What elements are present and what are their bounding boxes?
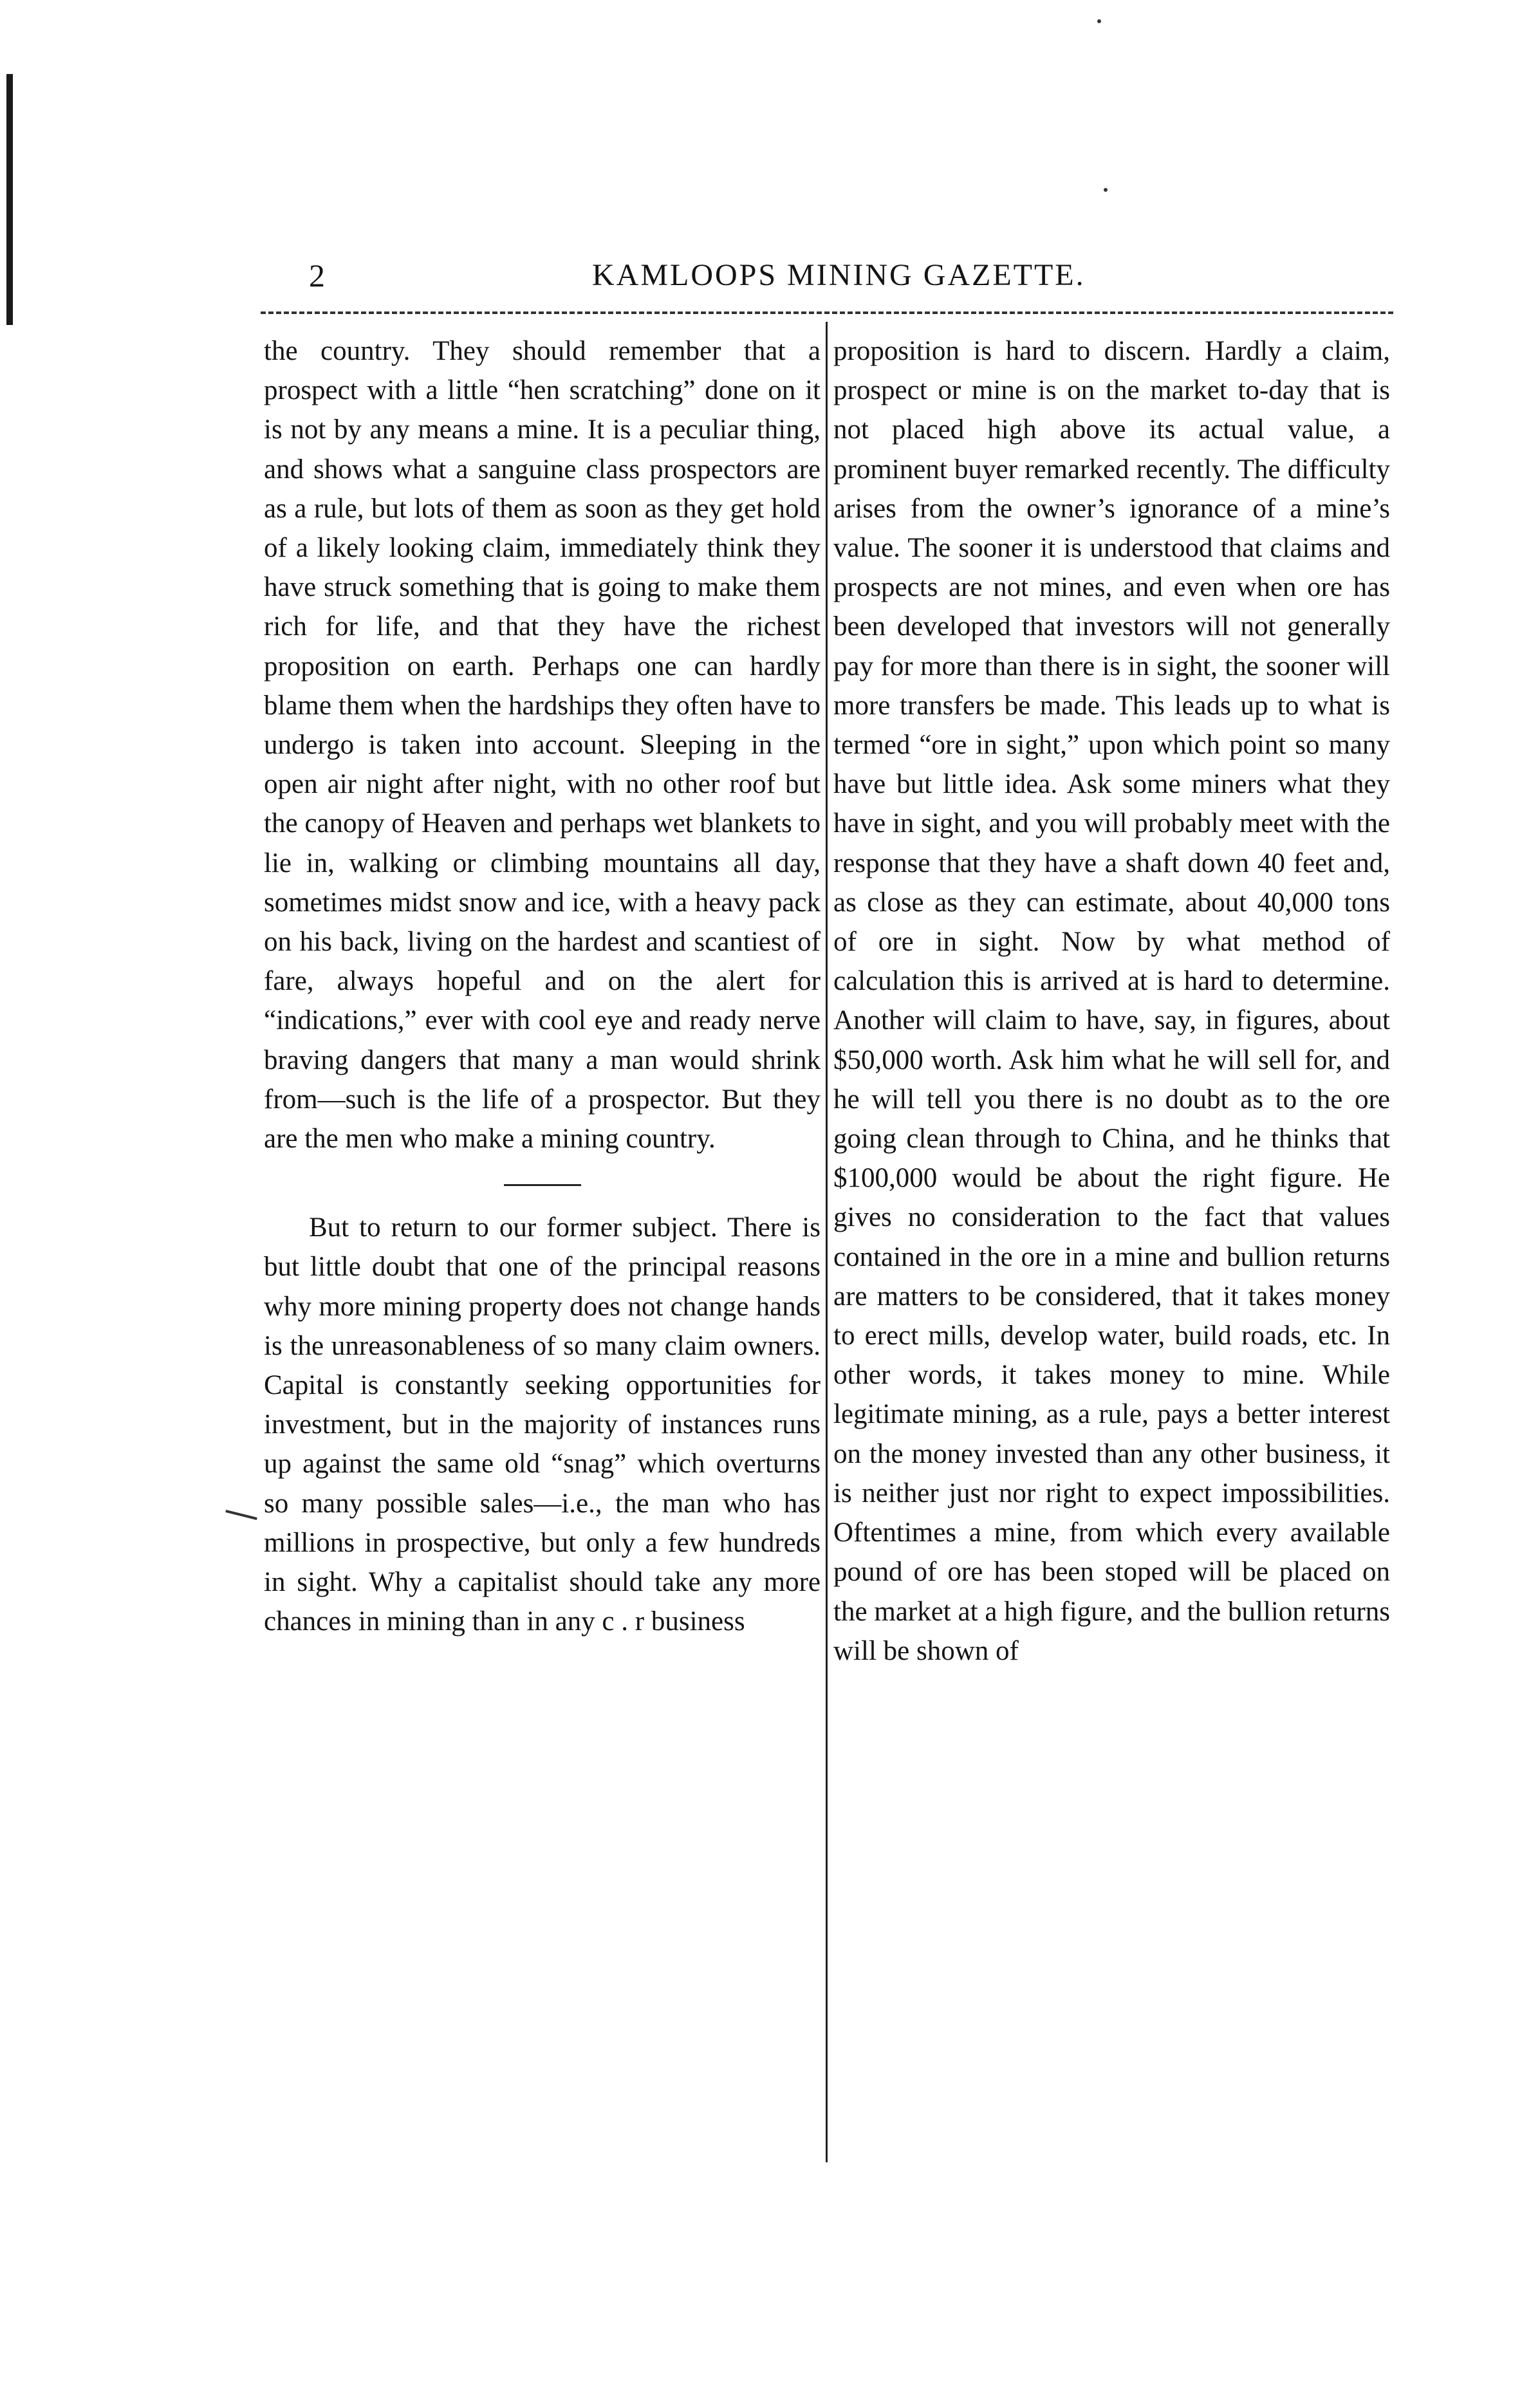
ink-speck (1104, 188, 1108, 192)
ink-speck (1097, 19, 1101, 23)
page-number: 2 (309, 257, 325, 293)
section-divider (504, 1184, 581, 1186)
running-head-title: KAMLOOPS MINING GAZETTE. (592, 258, 1086, 292)
stray-ink-mark (225, 1510, 257, 1520)
left-column (264, 331, 821, 1642)
header-rule (261, 311, 1393, 314)
right-column (833, 331, 1390, 1671)
left-paragraph-1: the country. They should remember that a prospect with a little “hen scratching” done on it is not by any means a mine. It is a peculiar thing, and shows what a sanguine class prospectors are as a rule, but lots of them as soon as they get hold of a likely looking claim, immediately think they have struck something that is going to make them rich for life, and that they have the richest proposition on earth. Perhaps one can hardly blame them when the hardships they often have to undergo is taken into account. Sleeping in the open air night after night, with no other roof but the canopy of Heaven and perhaps wet blankets to lie in, walking or climbing mountains all day, sometimes midst snow and ice, with a heavy pack on his back, living on the hardest and scantiest of fare, always hopeful and on the alert for “indications,” ever with cool eye and ready nerve braving dangers that many a man would shrink from—such is the life of a prospector. But they are the men who make a mining country. (264, 336, 821, 1155)
binding-edge-mark (6, 74, 13, 325)
right-paragraph-1: proposition is hard to discern. Hardly a claim, prospect or mine is on the market to-day that is not placed high above its actual value, a prominent buyer remarked recently. The difficulty arises from the owner’s ignorance of a mine’s value. The sooner it is understood that claims and prospects are not mines, and even when ore has been developed that investors will not generally pay for more than there is in sight, the sooner will more transfers be made. This leads up to what is termed “ore in sight,” upon which point so many have but little idea. Ask some miners what they have in sight, and you will probably meet with the response that they have a shaft down 40 feet and, as close as they can estimate, about 40,000 tons of ore in sight. Now by what method of calculation this is arrived at is hard to determine. Another will claim to have, say, in figures, about $50,000 worth. Ask him what he will sell for, and he will tell you there is no doubt as to the ore going clean through to China, and he thinks that $100,000 would be about the right figure. He gives no consideration to the fact that values contained in the ore in a mine and bullion returns are matters to be considered, that it takes money to erect mills, develop water, build roads, etc. In other words, it takes money to mine. While legitimate mining, as a rule, pays a better interest on the money invested than any other business, it is neither just nor right to expect impossibilities. Oftentimes a mine, from which every available pound of ore has been stoped will be placed on the market at a high figure, and the bullion returns will be shown of (833, 336, 1390, 1666)
column-divider (826, 322, 828, 2162)
left-paragraph-2: But to return to our former subject. There is but little doubt that one of the principal reasons why more mining property does not change hands is the unreasonableness of so many claim owners. Capital is constantly seeking opportunities for investment, but in the majority of instances runs up against the same old “snag” which overturns so many possible sales—i.e., the man who has millions in prospective, but only a few hundreds in sight. Why a capitalist should take any more chances in mining than in any c . r business (264, 1212, 821, 1637)
